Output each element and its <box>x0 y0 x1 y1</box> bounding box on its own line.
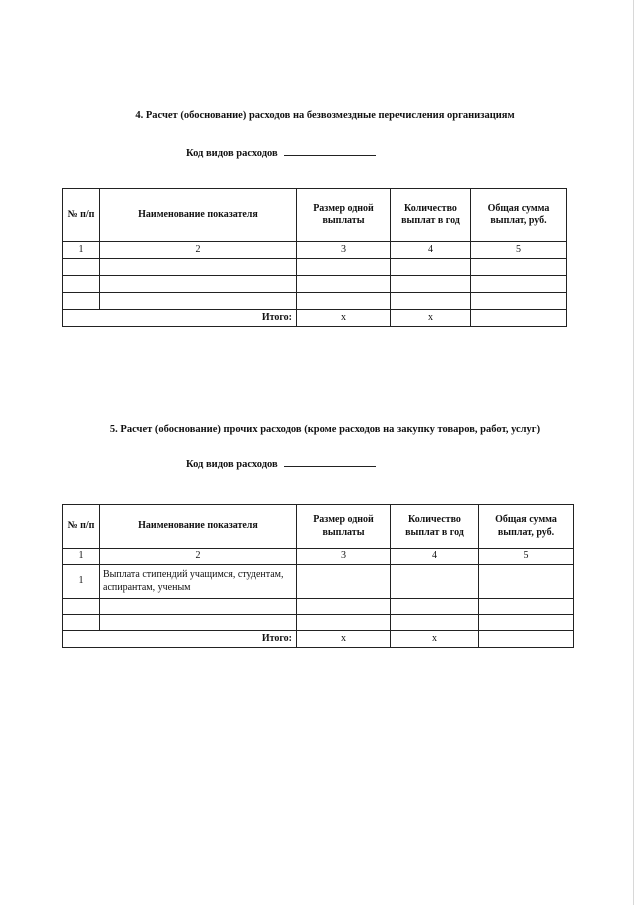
cell <box>63 276 100 293</box>
section-4-table <box>62 188 567 327</box>
header-name: Наименование показателя <box>100 505 297 549</box>
col-number: 1 <box>63 549 100 565</box>
row-name: Выплата стипендий учащимся, студентам, аспирантам, ученым <box>100 565 297 599</box>
table-row <box>63 615 574 631</box>
section-5-title: 5. Расчет (обоснование) прочих расходов (кроме расходов на закупку товаров, работ, услуг) <box>109 424 541 435</box>
cell <box>100 293 297 310</box>
table-row <box>63 599 574 615</box>
column-number-row <box>63 549 574 565</box>
cell <box>391 615 479 631</box>
cell <box>479 565 574 599</box>
cell <box>479 615 574 631</box>
total-sum <box>471 310 567 327</box>
cell <box>391 293 471 310</box>
cell <box>100 259 297 276</box>
section-5-table <box>62 504 574 648</box>
section-5-code-blank <box>284 456 376 467</box>
cell <box>100 615 297 631</box>
table-row <box>63 293 567 310</box>
cell <box>471 293 567 310</box>
table-header-row <box>63 189 567 242</box>
total-label: Итого: <box>63 310 297 327</box>
total-payments-count: x <box>391 310 471 327</box>
total-payment-size: x <box>297 310 391 327</box>
section-4-code-blank <box>284 145 376 156</box>
total-label: Итого: <box>63 631 297 648</box>
header-name: Наименование показателя <box>100 189 297 242</box>
page-edge <box>633 0 634 905</box>
cell <box>100 276 297 293</box>
cell <box>297 599 391 615</box>
col-number: 5 <box>479 549 574 565</box>
col-number: 1 <box>63 242 100 259</box>
cell <box>471 259 567 276</box>
cell <box>297 276 391 293</box>
cell <box>297 565 391 599</box>
header-total-sum: Общая сумма выплат, руб. <box>479 505 574 549</box>
header-payment-size: Размер одной выплаты <box>297 189 391 242</box>
total-payments-count: x <box>391 631 479 648</box>
cell <box>63 259 100 276</box>
col-number: 2 <box>100 242 297 259</box>
col-number: 3 <box>297 242 391 259</box>
col-number: 3 <box>297 549 391 565</box>
cell <box>297 259 391 276</box>
cell <box>297 293 391 310</box>
cell <box>391 276 471 293</box>
header-number: № п/п <box>63 189 100 242</box>
col-number: 4 <box>391 549 479 565</box>
total-row <box>63 631 574 648</box>
header-payments-count: Количество выплат в год <box>391 189 471 242</box>
cell <box>391 565 479 599</box>
section-5-code-line <box>186 456 376 470</box>
header-number: № п/п <box>63 505 100 549</box>
section-4-code-line <box>186 145 376 159</box>
column-number-row <box>63 242 567 259</box>
section-5-code-label: Код видов расходов <box>186 459 278 470</box>
total-payment-size: x <box>297 631 391 648</box>
total-sum <box>479 631 574 648</box>
table-row <box>63 259 567 276</box>
cell <box>100 599 297 615</box>
cell <box>479 599 574 615</box>
col-number: 2 <box>100 549 297 565</box>
header-payments-count: Количество выплат в год <box>391 505 479 549</box>
header-total-sum: Общая сумма выплат, руб. <box>471 189 567 242</box>
table-row <box>63 565 574 599</box>
cell <box>63 615 100 631</box>
cell <box>471 276 567 293</box>
col-number: 5 <box>471 242 567 259</box>
table-header-row <box>63 505 574 549</box>
cell <box>391 259 471 276</box>
table-row <box>63 276 567 293</box>
cell <box>391 599 479 615</box>
total-row <box>63 310 567 327</box>
cell <box>63 293 100 310</box>
section-4-title: 4. Расчет (обоснование) расходов на безвозмездные перечисления организациям <box>135 110 515 121</box>
row-number: 1 <box>63 565 100 599</box>
cell <box>297 615 391 631</box>
col-number: 4 <box>391 242 471 259</box>
cell <box>63 599 100 615</box>
section-4-code-label: Код видов расходов <box>186 148 278 159</box>
header-payment-size: Размер одной выплаты <box>297 505 391 549</box>
